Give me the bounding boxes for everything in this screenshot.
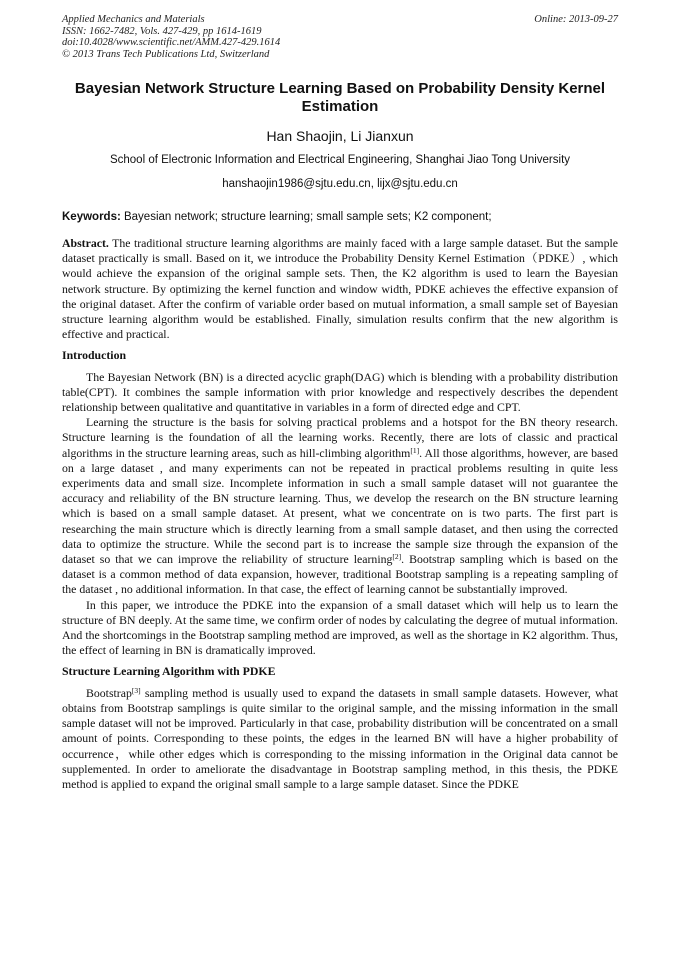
keywords-text: Bayesian network; structure learning; small sample sets; K2 component; xyxy=(120,211,492,223)
journal-name: Applied Mechanics and Materials xyxy=(62,14,205,25)
intro-paragraph-3: In this paper, we introduce the PDKE into the expansion of a small dataset which will help us to learn the structure of BN deeply. At the same time, we confirm order of nodes by calculating the degree of mutual information. And the shortcomings in the Bootstrap sampling method are improved, as well as the shortage in K2 algorithm. Thus, the effect of learning in BN is dramatically improved. xyxy=(62,597,618,658)
intro-p2-text-c: . Bootstrap sampling which is based on the dataset is a common method of data expansion, however, traditional Bootstrap sampling is a repeating sampling of the dataset , no additional information. In that case, the effect of learning cannot be substantially improved. xyxy=(62,552,618,597)
pdke-p1-text-a: Bootstrap xyxy=(86,685,132,700)
citation-1: [1] xyxy=(410,445,420,455)
citation-3: [3] xyxy=(131,685,141,695)
paper-body xyxy=(62,236,618,792)
issn-line: ISSN: 1662-7482, Vols. 427-429, pp 1614-1619 xyxy=(62,25,262,37)
pdke-paragraph-1 xyxy=(62,686,618,792)
keywords xyxy=(62,210,618,224)
citation-2: [2] xyxy=(392,552,402,562)
section-heading-pdke: Structure Learning Algorithm with PDKE xyxy=(62,664,276,679)
abstract-text: The traditional structure learning algorithms are mainly faced with a large sample dataset. But the sample dataset practically is small. Based on it, we introduce the Probability Density Kernel Estimation（PDKE）, which would achieve the expansion of the original sample sets. Then, the K2 algorithm is used to learn the Bayesian network structure. By optimizing the kernel function and window width, PDKE achieves the effective expansion of the original dataset. After the confirm of variable order based on mutual information, a small sample set of Bayesian structure learning algorithm would be established. Finally, simulation results confirm that the new algorithm is effective and practical. xyxy=(62,236,618,342)
online-date: Online: 2013-09-27 xyxy=(534,14,618,25)
doi-line: doi:10.4028/www.scientific.net/AMM.427-429.1614 xyxy=(62,37,281,48)
intro-paragraph-1: The Bayesian Network (BN) is a directed acyclic graph(DAG) which is blending with a probability distribution table(CPT). It combines the sample information with prior knowledge and respectively describes the dependent relationship between qualitative and quantitative in variables in a form of directed edge and CPT. xyxy=(62,369,618,415)
pdke-p1-text-b: sampling method is usually used to expand the datasets in small sample datasets. However, what obtains from Bootstrap samplings is quite similar to the original sample, and the missing information in the small sample dataset will not be improved. Particularly in that case, probability distribution will be concentrated on a small amount of points. Corresponding to these points, the edges in the learned BN will have a higher probability of occurrence，while other edges which is corresponding to the missing information in the Original data cannot be supplemented. In order to ameliorate the disadvantage in Bootstrap sampling method, in this thesis, the PDKE method is applied to expand the original small sample to a large sample dataset. Since the PDKE xyxy=(62,685,618,791)
intro-paragraph-2 xyxy=(62,415,618,597)
intro-p2-text-a: Learning the structure is the basis for solving practical problems and a hotspot for the BN theory research. Structure learning is the foundation of all the learning works. Recently, there are lots of classic and practical algorithms in the structure learning areas, such as hill-climbing algorithm xyxy=(62,415,618,460)
section-heading-introduction: Introduction xyxy=(62,348,127,363)
publication-header xyxy=(62,14,618,60)
intro-p2-text-b: . All those algorithms, however, are based on a large dataset , and many experiments can not be repeated in practical problems resulting in quite less experiments data and small size. Incomplete information in such a small sample dataset will not guarantee the accuracy and reliability of the BN structure learning. Thus, we develop the research on the BN structure learning which is based on a small sample dataset. At present, what we concentrate on is two parts. The first part is researching the main structure which is directly learning from a small sample dataset, and then using the corrected data to optimize the structure. While the second part is to increase the sample size through the expansion of the dataset so that we can improve the reliability of structure learning xyxy=(62,445,619,567)
affiliation: School of Electronic Information and Electrical Engineering, Shanghai Jiao Tong University xyxy=(109,154,571,166)
keywords-label: Keywords: xyxy=(62,211,121,223)
paper-title: Bayesian Network Structure Learning Based on Probability Density Kernel Estimation xyxy=(74,80,606,115)
abstract-label: Abstract. xyxy=(62,236,109,250)
authors: Han Shaojin, Li Jianxun xyxy=(266,128,414,144)
abstract xyxy=(62,236,618,342)
author-emails: hanshaojin1986@sjtu.edu.cn, lijx@sjtu.edu.cn xyxy=(222,178,458,190)
copyright-line: © 2013 Trans Tech Publications Ltd, Switzerland xyxy=(62,48,270,60)
